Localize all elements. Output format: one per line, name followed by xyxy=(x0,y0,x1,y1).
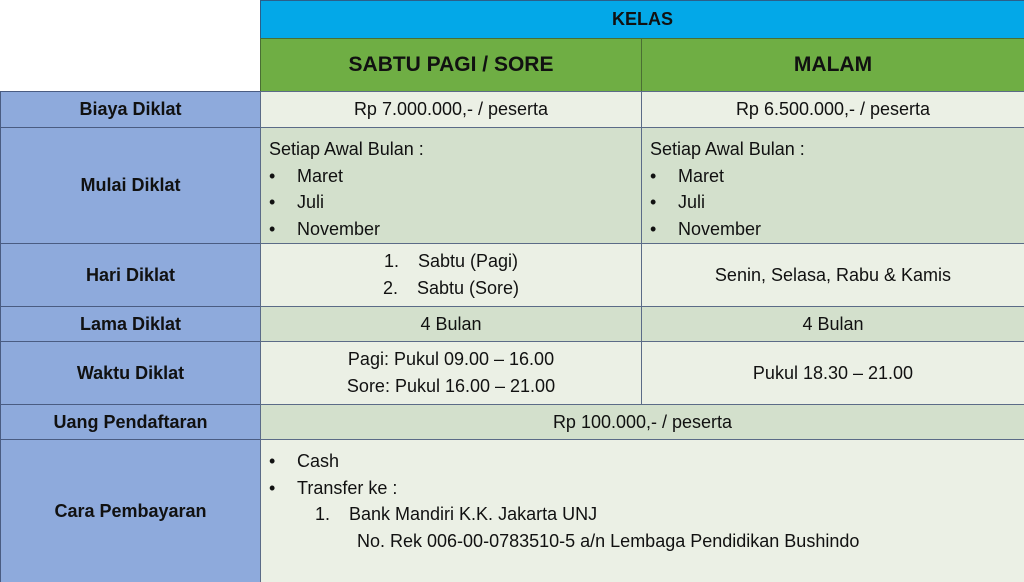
bullet-icon: • xyxy=(269,477,276,498)
list-item: • Maret xyxy=(650,163,724,190)
list-item: • Transfer ke : xyxy=(269,475,397,502)
hari-pagi-sore xyxy=(260,243,642,307)
bullet-icon: • xyxy=(269,218,276,239)
header-kelas: KELAS xyxy=(260,0,1024,39)
bullet-icon: • xyxy=(650,218,657,239)
list-item: • November xyxy=(650,216,761,243)
bullet-icon: • xyxy=(269,192,276,212)
cara-pembayaran-value xyxy=(260,439,1024,582)
biaya-malam: Rp 6.500.000,- / peserta xyxy=(641,91,1024,128)
mulai-intro: Setiap Awal Bulan : xyxy=(269,139,424,159)
header-malam: MALAM xyxy=(641,38,1024,92)
row-label-biaya: Biaya Diklat xyxy=(0,91,261,128)
row-label-mulai: Mulai Diklat xyxy=(0,127,261,244)
row-label-lama: Lama Diklat xyxy=(0,306,261,342)
row-label-waktu: Waktu Diklat xyxy=(0,341,261,405)
list-item: • Maret xyxy=(269,163,343,190)
row-label-hari: Hari Diklat xyxy=(0,243,261,307)
waktu-pagi-sore xyxy=(260,341,642,405)
corner-blank-2 xyxy=(0,38,261,92)
bullet-icon: • xyxy=(269,451,276,471)
list-item: 1. Sabtu (Pagi) xyxy=(383,251,519,271)
list-item: • Cash xyxy=(269,448,339,475)
bullet-icon: • xyxy=(650,192,657,212)
uang-pendaftaran-value: Rp 100.000,- / peserta xyxy=(260,404,1024,440)
list-item: • Juli xyxy=(269,189,324,216)
bullet-icon: • xyxy=(269,165,276,186)
mulai-pagi-sore xyxy=(260,127,642,244)
list-item: 2. Sabtu (Sore) xyxy=(382,278,520,298)
bank-line: 1. Bank Mandiri K.K. Jakarta UNJ xyxy=(315,504,598,524)
waktu-malam: Pukul 18.30 – 21.00 xyxy=(641,341,1024,405)
lama-malam: 4 Bulan xyxy=(641,306,1024,342)
mulai-malam xyxy=(641,127,1024,244)
list-item: • November xyxy=(269,216,380,243)
corner-blank xyxy=(0,0,261,39)
biaya-pagi-sore: Rp 7.000.000,- / peserta xyxy=(260,91,642,128)
mulai-intro: Setiap Awal Bulan : xyxy=(650,139,805,159)
waktu-sore: Sore: Pukul 16.00 – 21.00 xyxy=(346,376,556,396)
bullet-icon: • xyxy=(650,165,657,186)
row-label-cara: Cara Pembayaran xyxy=(0,439,261,582)
hari-malam: Senin, Selasa, Rabu & Kamis xyxy=(641,243,1024,307)
waktu-pagi: Pagi: Pukul 09.00 – 16.00 xyxy=(347,349,555,369)
header-sabtu-pagi-sore: SABTU PAGI / SORE xyxy=(260,38,642,92)
row-label-uang: Uang Pendaftaran xyxy=(0,404,261,440)
rekening-line: No. Rek 006-00-0783510-5 a/n Lembaga Pendidikan Bushindo xyxy=(357,530,860,551)
list-item: • Juli xyxy=(650,189,705,216)
lama-pagi-sore: 4 Bulan xyxy=(260,306,642,342)
